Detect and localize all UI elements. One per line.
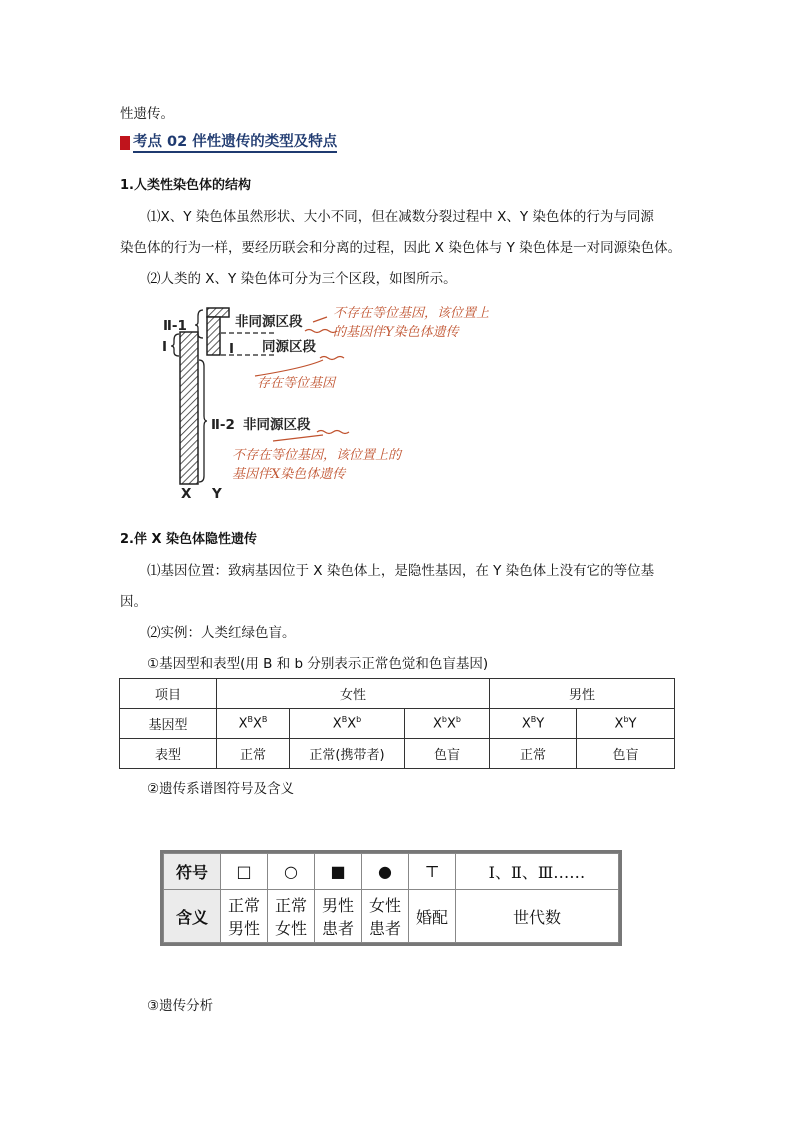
hdr-female: 女性: [217, 679, 490, 709]
s2-p1-line2: 因。: [120, 594, 147, 610]
note1-line2: 的基因伴Y染色体遗传: [333, 325, 459, 340]
label-x: X: [181, 486, 192, 502]
note2: 存在等位基因: [257, 376, 336, 391]
circle-symbol: ○: [268, 854, 315, 890]
meaning-cell: 女性 患者: [362, 890, 409, 943]
generation-symbol: Ⅰ、Ⅱ、Ⅲ……: [456, 854, 619, 890]
s1-title: 1.人类性染色体的结构: [120, 178, 251, 193]
top-text: 性遗传。: [120, 106, 174, 122]
s2-p3: ①基因型和表型(用 B 和 b 分别表示正常色觉和色盲基因): [147, 656, 489, 672]
phenotype-cell: 正常: [490, 739, 577, 769]
row-phenotype-label: 表型: [120, 739, 217, 769]
note1-line1: 不存在等位基因，该位置上: [333, 306, 490, 321]
genotype-cell: $X^BX^B$: [217, 709, 290, 739]
label-ii1: Ⅱ-1: [163, 318, 187, 334]
label-nonhomo-1: 非同源区段: [235, 314, 303, 330]
meaning-cell: 婚配: [409, 890, 456, 943]
genotype-cell: $X^BX^b$: [290, 709, 405, 739]
genotype-cell: $X^bY$: [577, 709, 675, 739]
marriage-symbol: ⊤: [409, 854, 456, 890]
meaning-cell: 世代数: [456, 890, 619, 943]
meaning-cell: 正常 男性: [221, 890, 268, 943]
label-y: Y: [212, 486, 222, 502]
meaning-cell: 正常 女性: [268, 890, 315, 943]
meaning-header: 含义: [164, 890, 221, 943]
chromosome-figure: [155, 298, 555, 503]
s1-p2: ⑵人类的 X、Y 染色体可分为三个区段，如图所示。: [147, 271, 457, 287]
x-chromosome: [180, 332, 198, 484]
genotype-cell: $X^BY$: [490, 709, 577, 739]
filled-circle-symbol: ●: [362, 854, 409, 890]
s3-p5: ③遗传分析: [147, 998, 214, 1014]
row-genotype-label: 基因型: [120, 709, 217, 739]
heading-marker: [120, 136, 130, 150]
hdr-male: 男性: [490, 679, 675, 709]
genotype-table: [119, 678, 675, 769]
pedigree-symbol-table: [160, 850, 622, 946]
label-homo: 同源区段: [262, 339, 316, 355]
y-chromosome: [207, 317, 220, 355]
s3-p4: ②遗传系谱图符号及含义: [147, 781, 295, 797]
s2-p1-line1: ⑴基因位置：致病基因位于 X 染色体上，是隐性基因，在 Y 染色体上没有它的等位基: [147, 563, 655, 579]
label-nonhomo-2: 非同源区段: [243, 417, 311, 433]
s2-title: 2.伴 X 染色体隐性遗传: [120, 532, 258, 547]
phenotype-cell: 正常: [217, 739, 290, 769]
y-chromosome-top: [207, 308, 229, 317]
phenotype-cell: 色盲: [577, 739, 675, 769]
s1-p1-line1: ⑴X、Y 染色体虽然形状、大小不同，但在减数分裂过程中 X、Y 染色体的行为与同源: [147, 209, 654, 225]
s2-p2: ⑵实例：人类红绿色盲。: [147, 625, 296, 641]
hdr-item: 项目: [120, 679, 217, 709]
phenotype-cell: 色盲: [405, 739, 490, 769]
note3-line1: 不存在等位基因，该位置上的: [232, 448, 402, 463]
symbol-header: 符号: [164, 854, 221, 890]
label-i-mid: I: [229, 341, 235, 357]
note3-line2: 基因伴X染色体遗传: [232, 467, 346, 482]
phenotype-cell: 正常(携带者): [290, 739, 405, 769]
section-heading-text: 考点 02 伴性遗传的类型及特点: [133, 133, 337, 153]
section-heading: [120, 132, 337, 154]
square-symbol: □: [221, 854, 268, 890]
label-ii2: Ⅱ-2: [211, 417, 235, 433]
filled-square-symbol: ■: [315, 854, 362, 890]
s1-p1-line2: 染色体的行为一样，要经历联会和分离的过程，因此 X 染色体与 Y 染色体是一对同源染色体。: [120, 240, 682, 256]
label-i-left: I: [162, 339, 168, 355]
meaning-cell: 男性 患者: [315, 890, 362, 943]
genotype-cell: $X^bX^b$: [405, 709, 490, 739]
